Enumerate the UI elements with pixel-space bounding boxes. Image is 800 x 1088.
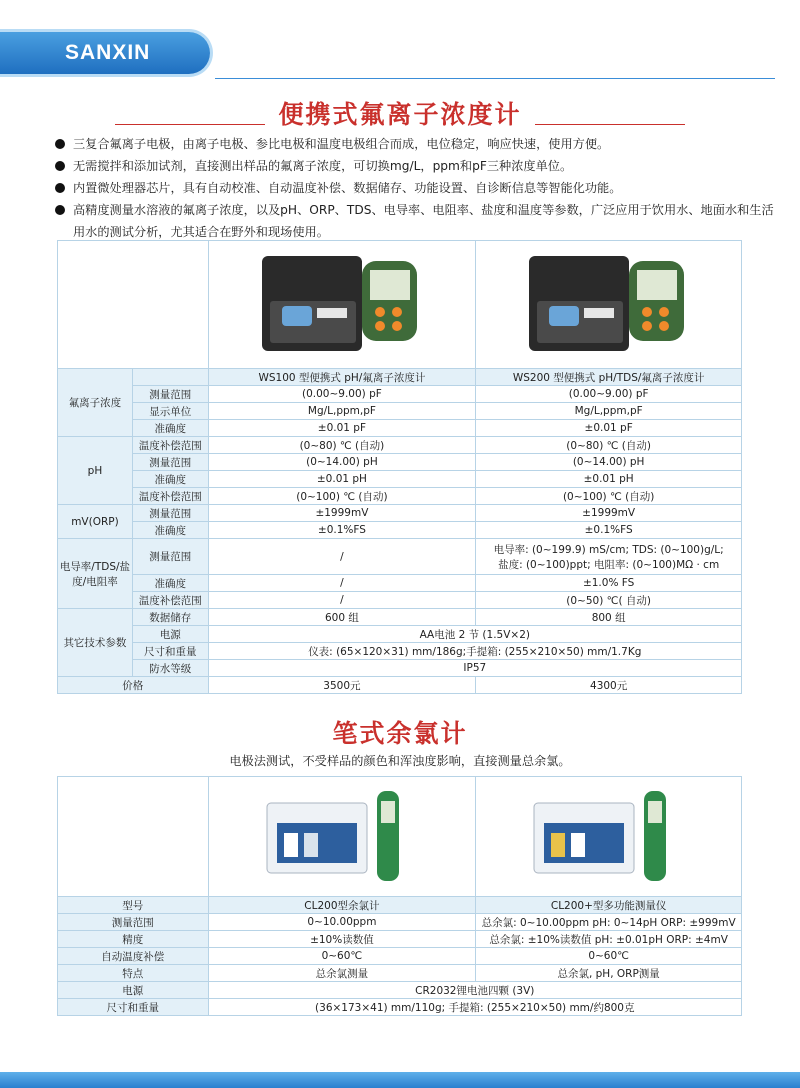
model-header-ws100: WS100 型便携式 pH/氟离子浓度计 (208, 369, 476, 386)
cell-value: (0.00~9.00) pF (476, 386, 742, 403)
cell-value: 0~10.00ppm (208, 914, 476, 931)
row-label: 测量范围 (132, 539, 208, 575)
cell-value: (0~50) ℃( 自动) (476, 592, 742, 609)
section1-title: 便携式氟离子浓度计 (278, 100, 522, 129)
row-label: 测量范围 (132, 386, 208, 403)
row-label: 温度补偿范围 (132, 488, 208, 505)
cell-value: 总余氯测量 (208, 965, 476, 982)
cell-value: ±1999mV (476, 505, 742, 522)
cell-value: 0~60℃ (208, 948, 476, 965)
header-rule (215, 78, 775, 79)
category-cell: pH (58, 437, 133, 505)
row-label: 精度 (58, 931, 209, 948)
section2-subtitle: 电极法测试，不受样品的颜色和浑浊度影响，直接测量总余氯。 (229, 754, 571, 768)
row-label: 准确度 (132, 471, 208, 488)
cell-value: / (208, 575, 476, 592)
cell-value: 800 组 (476, 609, 742, 626)
cell-value: ±0.01 pH (476, 471, 742, 488)
cell-value: (0~80) ℃ (自动) (476, 437, 742, 454)
cell-value-multiline: 电导率: (0~199.9) mS/cm; TDS: (0~100)g/L; 盐度: (0~100)ppt; 电阻率: (0~100)MΩ · cm (476, 539, 742, 575)
cell-value: (0~14.00) pH (208, 454, 476, 471)
cell-value: ±0.1%FS (208, 522, 476, 539)
cl200-product-image (208, 777, 476, 897)
row-label: 型号 (58, 897, 209, 914)
cell-value: Mg/L,ppm,pF (476, 403, 742, 420)
cell-value: (0~80) ℃ (自动) (208, 437, 476, 454)
bullet-icon (55, 139, 65, 149)
cell-value-merged: IP57 (208, 660, 741, 677)
brand-name: SANXIN (65, 41, 151, 64)
title-line-right (535, 124, 685, 125)
cell-value: 总余氯: 0~10.00ppm pH: 0~14pH ORP: ±999mV (476, 914, 742, 931)
cell-value: 总余氯: ±10%读数值 pH: ±0.01pH ORP: ±4mV (476, 931, 742, 948)
row-label: 电源 (132, 626, 208, 643)
model-header-ws200: WS200 型便携式 pH/TDS/氟离子浓度计 (476, 369, 742, 386)
brand-logo (0, 28, 215, 80)
cl200plus-product-image (476, 777, 742, 897)
row-label: 测量范围 (132, 454, 208, 471)
category-cell: 其它技术参数 (58, 609, 133, 677)
cell-value: / (208, 592, 476, 609)
category-cell: 氟离子浓度 (58, 369, 133, 437)
model-cl200plus: CL200+型多功能测量仪 (476, 897, 742, 914)
cell-value: Mg/L,ppm,pF (208, 403, 476, 420)
row-label: 温度补偿范围 (132, 592, 208, 609)
row-label: 特点 (58, 965, 209, 982)
cell-value: ±10%读数值 (208, 931, 476, 948)
price-ws100: 3500元 (208, 677, 476, 694)
cell-value-merged: CR2032锂电池四颗 (3V) (208, 982, 741, 999)
bullet-icon (55, 183, 65, 193)
ws100-product-image (208, 241, 476, 369)
row-label: 温度补偿范围 (132, 437, 208, 454)
row-label: 电源 (58, 982, 209, 999)
category-cell: 电导率/TDS/盐度/电阻率 (58, 539, 133, 609)
cell-value: ±0.01 pF (476, 420, 742, 437)
cell-value: ±1.0% FS (476, 575, 742, 592)
cell-value: ±0.01 pF (208, 420, 476, 437)
cell-value: 0~60℃ (476, 948, 742, 965)
row-label: 准确度 (132, 522, 208, 539)
price-label: 价格 (58, 677, 209, 694)
ws200-product-image (476, 241, 742, 369)
feature-item: 无需搅拌和添加试剂，直接测出样品的氟离子浓度，可切换mg/L，ppm和pF三种浓度单位。 (55, 155, 775, 177)
row-label: 自动温度补偿 (58, 948, 209, 965)
category-cell: mV(ORP) (58, 505, 133, 539)
cell-value: (0~100) ℃ (自动) (208, 488, 476, 505)
cell-value: (0~100) ℃ (自动) (476, 488, 742, 505)
cell-value-merged: (36×173×41) mm/110g; 手提箱: (255×210×50) mm/约800克 (208, 999, 741, 1016)
chlorine-spec-table (57, 776, 742, 1016)
section2-title: 笔式余氯计 (332, 719, 468, 748)
cell-value: (0.00~9.00) pF (208, 386, 476, 403)
row-label: 测量范围 (58, 914, 209, 931)
feature-item: 三复合氟离子电极，由离子电极、参比电极和温度电极组合而成，电位稳定，响应快速，使用方便。 (55, 133, 775, 155)
bullet-icon (55, 205, 65, 215)
fluoride-spec-table (57, 240, 742, 694)
row-label: 显示单位 (132, 403, 208, 420)
title-line-left (115, 124, 265, 125)
feature-item: 内置微处理器芯片，具有自动校准、自动温度补偿、数据储存、功能设置、自诊断信息等智能化功能。 (55, 177, 775, 199)
cell-value: 总余氯, pH, ORP测量 (476, 965, 742, 982)
row-label: 数据储存 (132, 609, 208, 626)
cell-value: / (208, 539, 476, 575)
bullet-icon (55, 161, 65, 171)
row-label: 准确度 (132, 420, 208, 437)
cell-value-merged: 仪表: (65×120×31) mm/186g;手提箱: (255×210×50) mm/1.7Kg (208, 643, 741, 660)
cell-value: 600 组 (208, 609, 476, 626)
row-label: 防水等级 (132, 660, 208, 677)
cell-value: ±0.1%FS (476, 522, 742, 539)
model-cl200: CL200型余氯计 (208, 897, 476, 914)
row-label: 准确度 (132, 575, 208, 592)
feature-list (55, 133, 775, 243)
cell-value: (0~14.00) pH (476, 454, 742, 471)
row-label: 尺寸和重量 (58, 999, 209, 1016)
footer-bar (0, 1072, 800, 1088)
feature-item: 高精度测量水溶液的氟离子浓度，以及pH、ORP、TDS、电导率、电阻率、盐度和温度等参数，广泛应用于饮用水、地面水和生活用水的测试分析，尤其适合在野外和现场使用。 (55, 199, 775, 243)
row-label: 测量范围 (132, 505, 208, 522)
row-label: 尺寸和重量 (132, 643, 208, 660)
cell-value: ±1999mV (208, 505, 476, 522)
cell-value-merged: AA电池 2 节 (1.5V×2) (208, 626, 741, 643)
cell-value: ±0.01 pH (208, 471, 476, 488)
price-ws200: 4300元 (476, 677, 742, 694)
